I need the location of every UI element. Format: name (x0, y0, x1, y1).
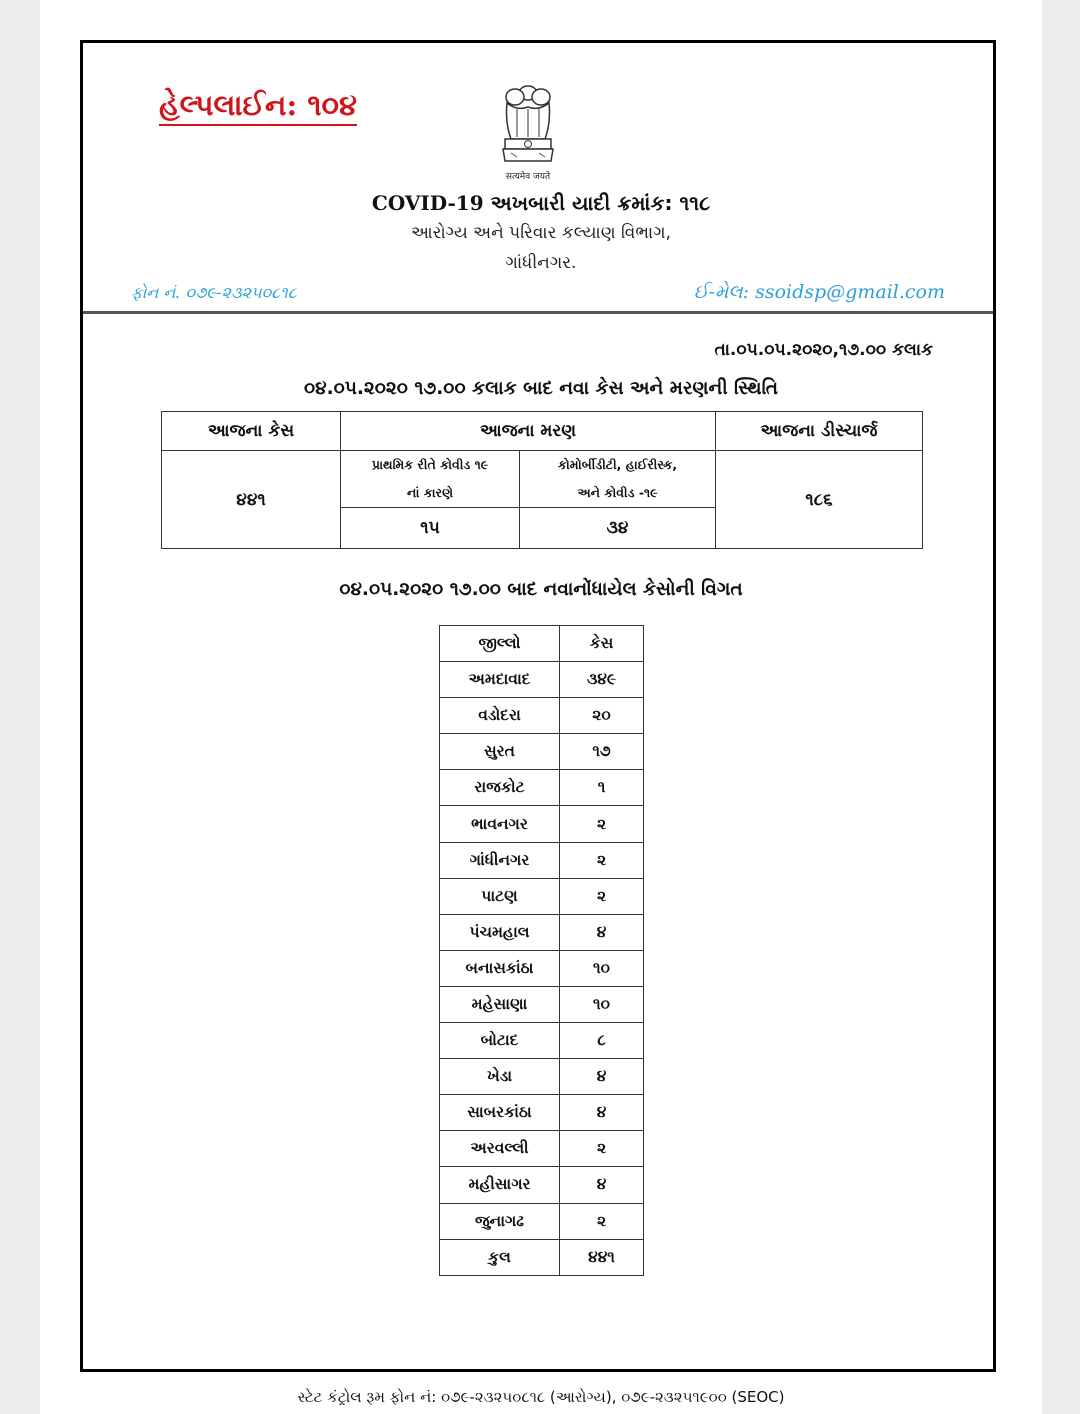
district-cases: ૪ (560, 1059, 644, 1095)
header-deaths-comorbid (520, 451, 716, 508)
control-room-footer: સ્ટેટ કંટ્રોલ રૂમ ફોન નં: ૦૭૯-૨૩૨૫૦૮૧૮ (આરોગ્ય), ૦૭૯-૨૩૨૫૧૯૦૦ (SEOC) (297, 1388, 785, 1406)
district-name: અરવલ્લી (440, 1131, 560, 1167)
header-today-cases: આજના કેસ (162, 412, 341, 451)
district-name: પાટણ (440, 878, 560, 914)
deaths-primary-line1: પ્રાથમિક રીતે કોવીડ ૧૯ (371, 457, 489, 472)
district-name: ભાવનગર (440, 806, 560, 842)
city-name: ગાંધીનગર. (505, 253, 577, 273)
district-name: જુનાગઢ (440, 1203, 560, 1239)
deaths-comorbid-value: ૩૪ (520, 508, 716, 549)
press-release-title (83, 191, 999, 215)
district-cases: ૩૪૯ (560, 662, 644, 698)
deaths-primary-line2: નાં કારણે (407, 485, 453, 500)
header-cases: કેસ (560, 626, 644, 662)
office-phone: ફોન નં. ૦૭૯-૨૩૨૫૦૮૧૮ (131, 283, 297, 302)
summary-title: ૦૪.૦૫.૨૦૨૦ ૧૭.૦૦ કલાક બાદ નવા કેસ અને મરણની સ્થિતિ (303, 378, 779, 399)
district-row (440, 1131, 644, 1167)
emblem-motto: सत्यमेव जयते (505, 172, 551, 182)
districts-table (439, 625, 644, 1276)
districts-title: ૦૪.૦૫.૨૦૨૦ ૧૭.૦૦ બાદ નવાનોંધાયેલ કેસોની વિગત (339, 579, 743, 600)
district-cases: ૧ (560, 770, 644, 806)
district-name: અમદાવાદ (440, 662, 560, 698)
district-row (440, 986, 644, 1022)
district-row (440, 878, 644, 914)
district-cases: ૮ (560, 1023, 644, 1059)
district-row (440, 1203, 644, 1239)
district-cases: ૨ (560, 878, 644, 914)
helpline-heading: હેલ્પલાઈન: ૧૦૪ (159, 89, 357, 126)
district-name: પંચમહાલ (440, 914, 560, 950)
district-cases: ૨ (560, 1131, 644, 1167)
office-email: ઈ-મેલ: ssoidsp@gmail.com (693, 281, 945, 303)
district-row (440, 770, 644, 806)
district-row (440, 1059, 644, 1095)
today-cases-value: ૪૪૧ (162, 451, 341, 549)
district-name: બોટાદ (440, 1023, 560, 1059)
district-cases: ૪ (560, 1167, 644, 1203)
district-name: વડોદરા (440, 698, 560, 734)
district-name: સુરત (440, 734, 560, 770)
total-cases: ૪૪૧ (560, 1239, 644, 1275)
district-name: રાજકોટ (440, 770, 560, 806)
national-emblem-icon (493, 83, 563, 183)
district-row (440, 806, 644, 842)
today-discharge-value: ૧૮૬ (716, 451, 923, 549)
document-frame (80, 40, 996, 1372)
district-row (440, 842, 644, 878)
district-row (440, 734, 644, 770)
district-name: ખેડા (440, 1059, 560, 1095)
district-cases: ૪ (560, 1095, 644, 1131)
summary-table (161, 411, 923, 549)
header-district: જીલ્લો (440, 626, 560, 662)
district-row (440, 914, 644, 950)
deaths-primary-value: ૧૫ (341, 508, 520, 549)
document-page (40, 0, 1042, 1414)
district-name: મહેસાણા (440, 986, 560, 1022)
header-today-discharge: આજના ડીસ્ચાર્જ (716, 412, 923, 451)
district-cases: ૧૦ (560, 950, 644, 986)
district-name: બનાસકાંઠા (440, 950, 560, 986)
district-cases: ૨ (560, 806, 644, 842)
title-covid: COVID-19 (371, 191, 484, 215)
header-divider (83, 311, 993, 314)
district-row (440, 1167, 644, 1203)
report-date: તા.૦૫.૦૫.૨૦૨૦,૧૭.૦૦ કલાક (714, 340, 933, 360)
title-release-number: અખબારી યાદી ક્રમાંક: ૧૧૮ (490, 191, 711, 215)
district-cases: ૧૭ (560, 734, 644, 770)
district-name: ગાંધીનગર (440, 842, 560, 878)
district-cases: ૨ (560, 1203, 644, 1239)
district-cases: ૧૦ (560, 986, 644, 1022)
deaths-comorbid-line1: કોમોર્બીડીટી, હાઈરીસ્ક, (557, 457, 678, 472)
district-cases: ૪ (560, 914, 644, 950)
deaths-comorbid-line2: અને કોવીડ -૧૯ (577, 485, 658, 500)
district-row (440, 698, 644, 734)
districts-header-row (440, 626, 644, 662)
district-total-row (440, 1239, 644, 1275)
district-name: મહીસાગર (440, 1167, 560, 1203)
header-today-deaths: આજના મરણ (341, 412, 716, 451)
district-row (440, 1095, 644, 1131)
header-deaths-primary (341, 451, 520, 508)
district-name: સાબરકાંઠા (440, 1095, 560, 1131)
department-name: આરોગ્ય અને પરિવાર કલ્યાણ વિભાગ, (411, 223, 671, 243)
district-cases: ૨૦ (560, 698, 644, 734)
district-row (440, 1023, 644, 1059)
total-label: કુલ (440, 1239, 560, 1275)
district-row (440, 662, 644, 698)
district-row (440, 950, 644, 986)
district-cases: ૨ (560, 842, 644, 878)
